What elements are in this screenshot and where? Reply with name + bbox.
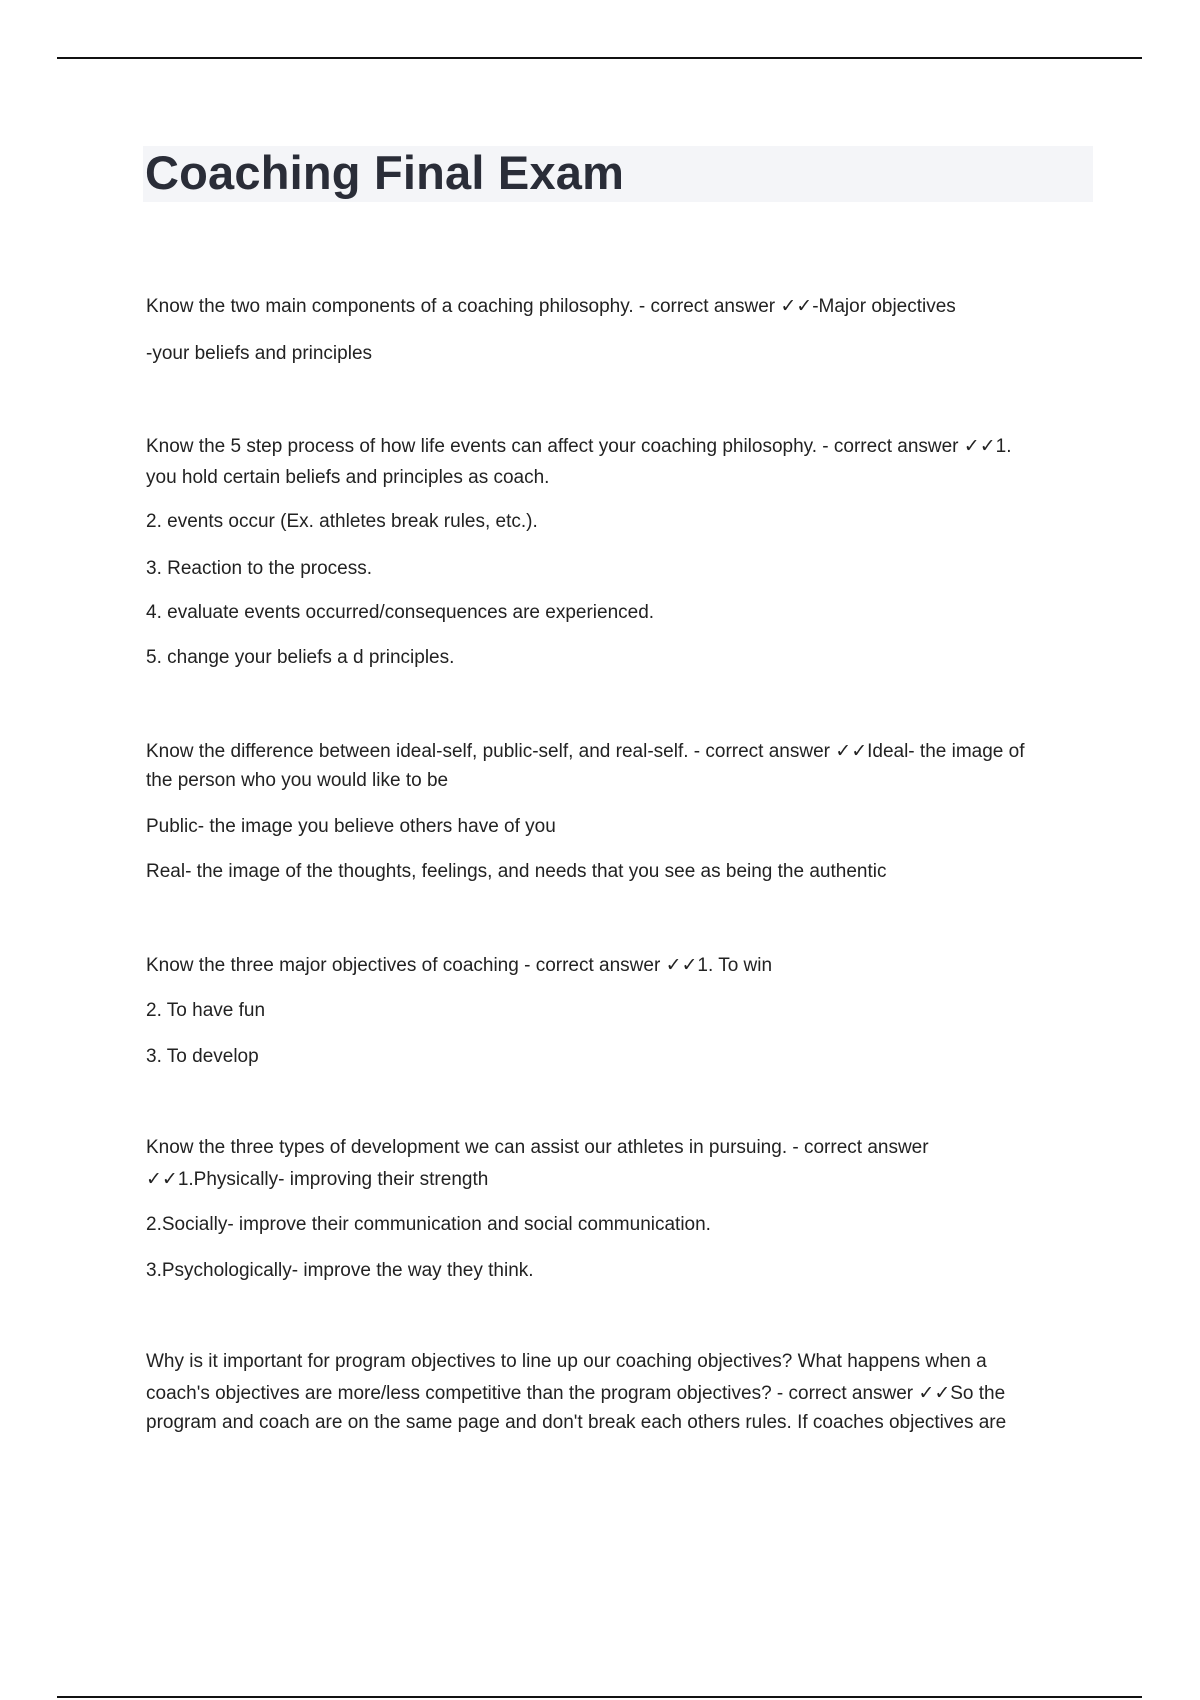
qa-line: coach's objectives are more/less competitive than the program objectives? - correct answer ✓✓So the	[146, 1383, 1006, 1404]
qa-line: Why is it important for program objectives to line up our coaching objectives? What happens when a	[146, 1351, 987, 1372]
qa-line: Know the two main components of a coaching philosophy. - correct answer ✓✓-Major objectives	[146, 296, 956, 317]
bottom-divider	[57, 1696, 1142, 1698]
qa-line: 3. To develop	[146, 1046, 259, 1067]
qa-line: ✓✓1.Physically- improving their strength	[146, 1169, 489, 1190]
qa-line: Know the difference between ideal-self, public-self, and real-self. - correct answer ✓✓Ideal- the image of	[146, 741, 1025, 762]
qa-line: 5. change your beliefs a d principles.	[146, 647, 455, 668]
qa-line: Know the three major objectives of coaching - correct answer ✓✓1. To win	[146, 955, 773, 976]
qa-line: 4. evaluate events occurred/consequences are experienced.	[146, 602, 655, 623]
qa-line: Public- the image you believe others have of you	[146, 816, 556, 837]
qa-line: you hold certain beliefs and principles as coach.	[146, 467, 550, 488]
top-divider	[57, 57, 1142, 59]
qa-line: Real- the image of the thoughts, feelings, and needs that you see as being the authentic	[146, 861, 887, 882]
qa-line: Know the 5 step process of how life events can affect your coaching philosophy. - correct answer ✓✓1.	[146, 436, 1012, 457]
qa-line: 2. events occur (Ex. athletes break rules, etc.).	[146, 511, 538, 532]
qa-line: 2. To have fun	[146, 1000, 266, 1021]
qa-line: 2.Socially- improve their communication and social communication.	[146, 1214, 711, 1235]
qa-line: -your beliefs and principles	[146, 343, 373, 364]
qa-line: Know the three types of development we can assist our athletes in pursuing. - correct answer	[146, 1137, 929, 1158]
qa-line: the person who you would like to be	[146, 770, 449, 791]
page-title: Coaching Final Exam	[145, 146, 625, 199]
qa-line: 3.Psychologically- improve the way they think.	[146, 1260, 534, 1281]
qa-line: 3. Reaction to the process.	[146, 558, 373, 579]
qa-line: program and coach are on the same page and don't break each others rules. If coaches objectives are	[146, 1412, 1007, 1433]
